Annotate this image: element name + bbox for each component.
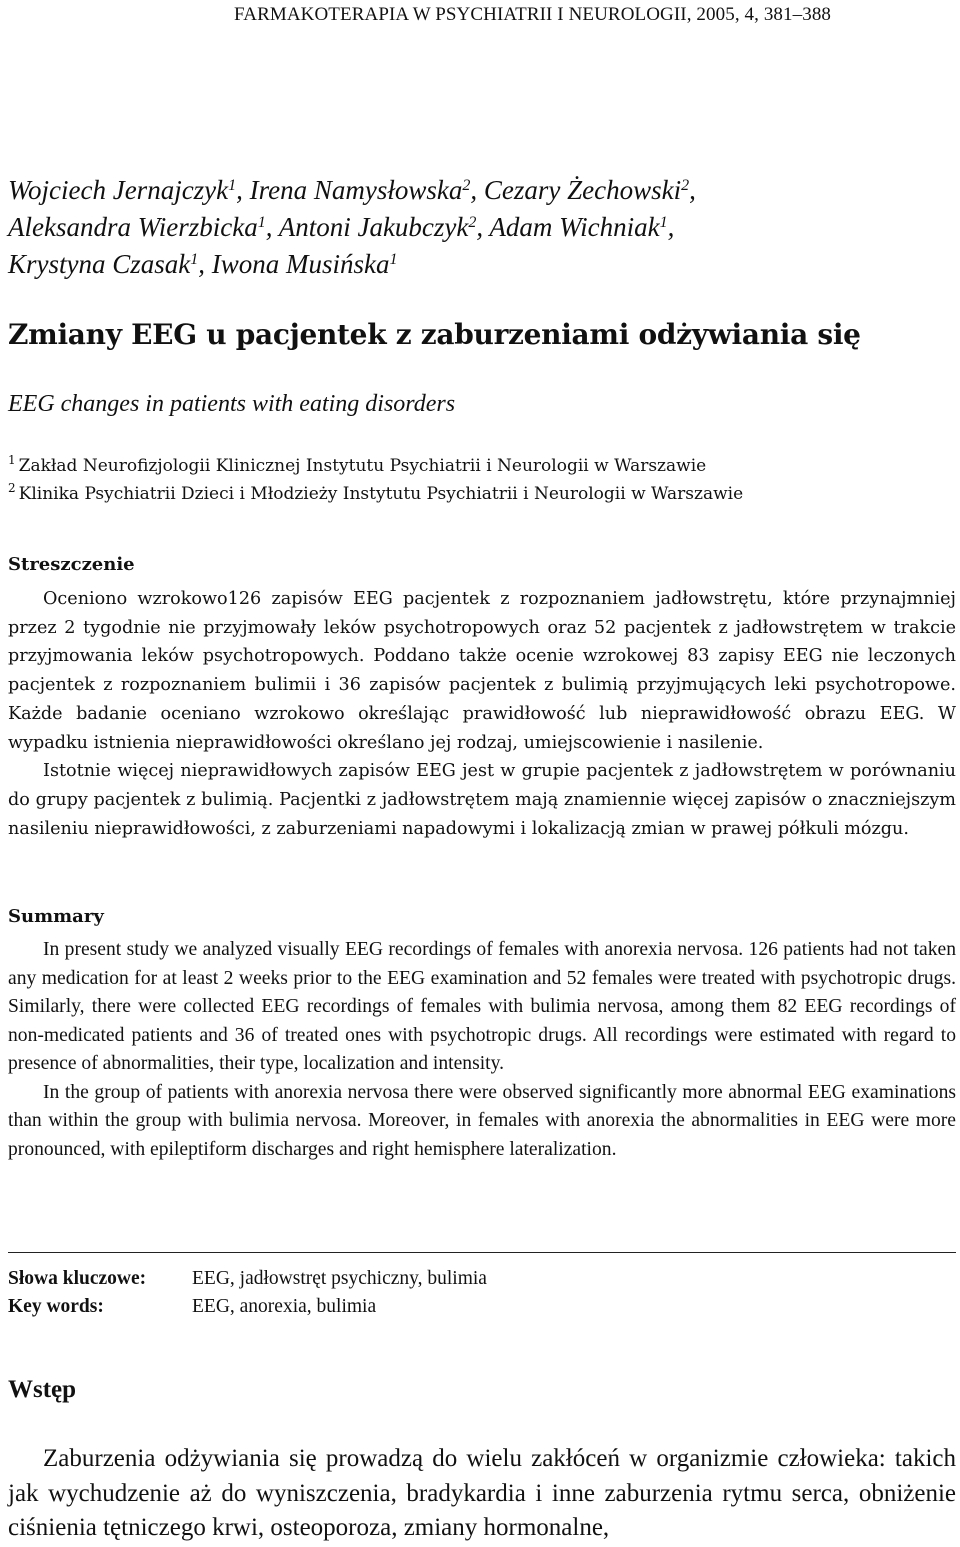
affiliation-text: Zakład Neurofizjologii Klinicznej Instytutu Psychiatrii i Neurologii w Warszawie [18, 456, 707, 476]
author-line [8, 246, 948, 283]
keywords-polish [8, 1265, 487, 1293]
keywords-value: EEG, jadłowstręt psychiczny, bulimia [192, 1268, 487, 1289]
author-separator: , [667, 212, 675, 242]
keywords-block [8, 1265, 487, 1321]
section-divider [8, 1252, 956, 1253]
author-affiliation-mark: 1 [659, 214, 668, 231]
keywords-value: EEG, anorexia, bulimia [192, 1296, 377, 1317]
author-name: Antoni Jakubczyk [278, 212, 469, 242]
introduction-text [8, 1442, 956, 1546]
author-separator: , [265, 212, 279, 242]
author-name: Krystyna Czasak [8, 249, 191, 279]
author-separator: , [470, 175, 484, 205]
article-title-polish: Zmiany EEG u pacjentek z zaburzeniami odżywiania się [8, 318, 861, 351]
affiliation-number: 1 [8, 453, 16, 467]
abstract-paragraph: Istotnie więcej nieprawidłowych zapisów EEG jest w grupie pacjentek z jadłowstrętem w porównaniu do grupy pacjentek z bulimią. Pacjentki z jadłowstrętem mają znamiennie więcej zapisów o znaczniejszym nasileniu nieprawidłowości, z zaburzeniami napadowymi i lokalizacją zmian w prawej półkuli mózgu. [8, 761, 956, 839]
author-name: Irena Namysłowska [249, 175, 463, 205]
author-affiliation-mark: 2 [681, 177, 690, 194]
author-name: Adam Wichniak [489, 212, 660, 242]
author-affiliation-mark: 1 [389, 251, 398, 268]
affiliation-number: 2 [8, 481, 16, 495]
affiliations [8, 452, 743, 508]
section-heading: Wstęp [8, 1376, 77, 1403]
author-line [8, 209, 948, 246]
abstract-paragraph: Oceniono wzrokowo126 zapisów EEG pacjentek z rozpoznaniem jadłowstrętu, które przynajmniej przez 2 tygodnie nie przyjmowały leków psychotropowych oraz 52 pacjentek z jadłowstrętem w trakcie przyjmowania leków psychotropowych. Poddano także ocenie wzrokowej 83 zapisy EEG nie leczonych pacjentek z rozpoznaniem bulimii i 36 zapisów pacjentek z bulimią przyjmujących leki psychotropowe. Każde badanie oceniano wzrokowo określając prawidłowość lub nieprawidłowość obrazu EEG. W wypadku istnienia nieprawidłowości określano jej rodzaj, umiejscowienie i nasilenie. [8, 589, 956, 753]
author-separator: , [236, 175, 250, 205]
abstract-polish [8, 585, 956, 843]
keywords-english [8, 1293, 487, 1321]
journal-header: FARMAKOTERAPIA W PSYCHIATRII I NEUROLOGII, 2005, 4, 381–388 [234, 4, 832, 25]
author-affiliation-mark: 2 [462, 177, 471, 194]
author-separator: , [476, 212, 490, 242]
abstract-heading-english: Summary [8, 906, 104, 927]
author-separator: , [198, 249, 212, 279]
author-list [8, 172, 948, 283]
affiliation-text: Klinika Psychiatrii Dzieci i Młodzieży Instytutu Psychiatrii i Neurologii w Warszawie [18, 484, 744, 504]
author-affiliation-mark: 1 [257, 214, 266, 231]
author-affiliation-mark: 2 [468, 214, 477, 231]
author-name: Iwona Musińska [211, 249, 390, 279]
affiliation-item [8, 480, 743, 508]
keywords-label: Key words: [8, 1296, 104, 1317]
author-name: Wojciech Jernajczyk [8, 175, 229, 205]
author-affiliation-mark: 1 [228, 177, 237, 194]
keywords-label: Słowa kluczowe: [8, 1268, 147, 1289]
body-paragraph: Zaburzenia odżywiania się prowadzą do wielu zakłóceń w organizmie człowieka: takich jak wychudzenie aż do wyniszczenia, bradykardia i inne zaburzenia rytmu serca, obniżenie ciśnienia tętniczego krwi, osteoporoza, zmiany hormonalne, [8, 1445, 956, 1541]
summary-paragraph: In the group of patients with anorexia nervosa there were observed significantly more abnormal EEG examinations than within the group with bulimia nervosa. Moreover, in females with anorexia the abnormalities in EEG were more pronounced, with epileptiform discharges and right hemisphere lateralization. [8, 1081, 956, 1160]
author-line [8, 172, 948, 209]
author-separator: , [689, 175, 696, 205]
article-title-english: EEG changes in patients with eating disorders [8, 391, 456, 417]
author-name: Cezary Żechowski [483, 175, 682, 205]
abstract-heading-polish: Streszczenie [8, 554, 135, 575]
abstract-english [8, 936, 956, 1164]
summary-paragraph: In present study we analyzed visually EEG recordings of females with anorexia nervosa. 126 patients had not taken any medication for at least 2 weeks prior to the EEG examination and 52 females were treated with psychotropic drugs. Similarly, there were collected EEG recordings of females with bulimia nervosa, among them 82 EEG recordings of non-medicated patients and 36 of treated ones with psychotropic drugs. All recordings were estimated with regard to presence of abnormalities, their type, localization and intensity. [8, 939, 956, 1074]
author-affiliation-mark: 1 [190, 251, 199, 268]
affiliation-item [8, 452, 743, 480]
author-name: Aleksandra Wierzbicka [8, 212, 258, 242]
